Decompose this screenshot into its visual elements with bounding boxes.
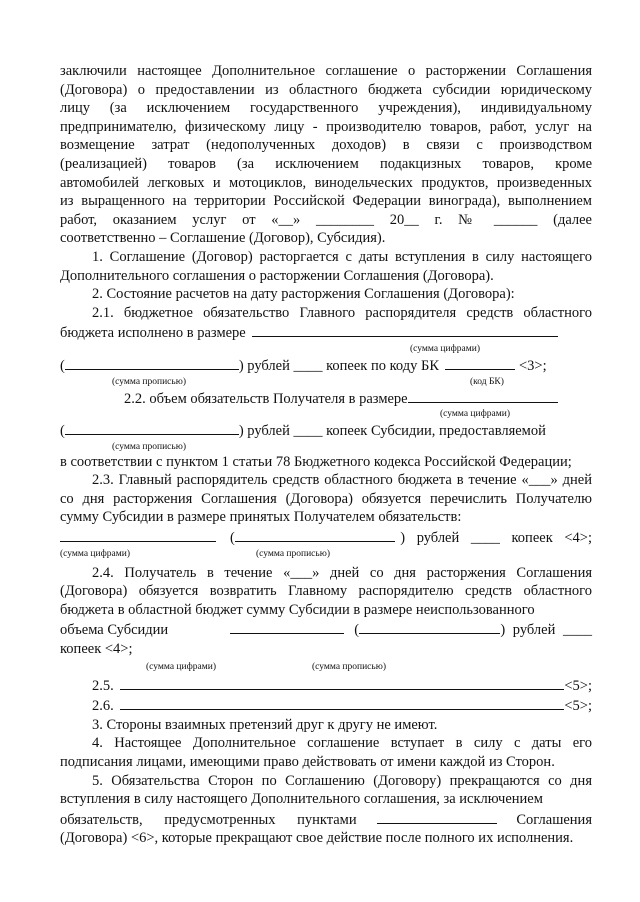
clause-2-3-rubles-row bbox=[60, 527, 592, 548]
hint-digits: (сумма цифрами) bbox=[410, 343, 480, 354]
clause-3: 3. Стороны взаимных претензий друг к другу не имеют. bbox=[92, 716, 438, 733]
open-paren: ( bbox=[354, 622, 360, 639]
clause-4: 4. Настоящее Дополнительное соглашение вступает в силу с даты его подписания лицами, имеющими право действовать от имени каждой из Сторон. bbox=[60, 735, 592, 770]
amount-digits-field[interactable] bbox=[252, 322, 558, 337]
rubles-text: ) рублей ____ bbox=[500, 622, 592, 639]
clause-5-end: Соглашения bbox=[516, 811, 592, 828]
clause-2-4-text: 2.4. Получатель в течение «___» дней со дня расторжения Соглашения (Договора) обязуется возвратить Главному распорядителю средств областного бюджета в областной бюджет сумму Субсидии в размере неиспользованного bbox=[60, 564, 592, 618]
clause-2-4 bbox=[60, 564, 592, 673]
clause-2-1-line: 2.1. бюджетное обязательство Главного распорядителя средств областного bbox=[92, 304, 592, 321]
clause-2-2-amount-row bbox=[60, 388, 592, 409]
clause-2-1-label: бюджета исполнено в размере bbox=[60, 325, 246, 342]
clause-2-5-field[interactable] bbox=[120, 675, 565, 690]
intro-line: (реализацией) товаров (за исключением подакцизных товаров, кроме bbox=[60, 155, 592, 172]
amount-words-field[interactable] bbox=[235, 527, 395, 542]
rubles-text: ) рублей ____ копеек <4>; bbox=[400, 530, 592, 547]
open-paren: ( bbox=[60, 357, 65, 374]
clause-5-row bbox=[60, 809, 592, 830]
clause-2-3-text: 2.3. Главный распорядитель средств областного бюджета в течение «___» дней со дня расторжения Соглашения (Договора) обязуется перечислить Получателю сумму Субсидии в размере принятых Получателем обязательств: bbox=[60, 472, 592, 526]
hint-words: (сумма прописью) bbox=[256, 548, 330, 559]
footnote-ref: <3>; bbox=[519, 357, 547, 374]
footnote-ref: <5>; bbox=[564, 698, 592, 715]
amount-digits-field[interactable] bbox=[408, 388, 558, 403]
clause-2-4-end: копеек <4>; bbox=[60, 641, 133, 658]
clause-2-1-amount-row bbox=[60, 322, 592, 343]
intro-line: заключили настоящее Дополнительное соглашение о расторжении Соглашения bbox=[60, 63, 592, 79]
amount-digits-field[interactable] bbox=[60, 527, 216, 542]
hint-words: (сумма прописью) bbox=[112, 376, 186, 387]
hint-words: (сумма прописью) bbox=[312, 661, 386, 672]
intro-line: предпринимателю, физическому лицу - производителю товаров, работ, услуг на bbox=[60, 118, 592, 135]
amount-words-field[interactable] bbox=[65, 420, 239, 435]
intro-paragraph bbox=[60, 62, 592, 248]
clause-2-5 bbox=[60, 675, 592, 696]
clause-2-4-rubles-row bbox=[60, 619, 592, 640]
clause-2-6-field[interactable] bbox=[120, 695, 565, 710]
intro-line: автомобилей легковых и мотоциклов, винодельческих продуктов, произведенных bbox=[60, 174, 592, 191]
open-paren: ( bbox=[230, 530, 235, 547]
rubles-text: ) рублей ____ копеек Субсидии, предоставляемой bbox=[238, 423, 546, 440]
clause-2-2-tail: в соответствии с пунктом 1 статьи 78 Бюджетного кодекса Российской Федерации; bbox=[60, 453, 572, 470]
hint-words: (сумма прописью) bbox=[112, 441, 186, 452]
hint-bk: (код БК) bbox=[470, 376, 504, 387]
clause-2-1-rubles-row bbox=[60, 355, 592, 376]
clause-5-text: 5. Обязательства Сторон по Соглашению (Договору) прекращаются со дня вступления в силу настоящего Дополнительного соглашения, за исключением bbox=[60, 772, 592, 808]
clause-2-6-label: 2.6. bbox=[92, 698, 114, 715]
clause-2-4-label: объема Субсидии bbox=[60, 622, 169, 639]
clause-2-2 bbox=[60, 388, 592, 472]
bk-code-field[interactable] bbox=[445, 355, 515, 370]
clause-5-tail: (Договора) <6>, которые прекращают свое действие после полного их исполнения. bbox=[60, 830, 574, 847]
intro-line: соответственно – Соглашение (Договор), Субсидия). bbox=[60, 230, 386, 247]
clause-1: 1. Соглашение (Договор) расторгается с даты вступления в силу настоящего Дополнительного соглашения о расторжении Соглашения (Договора). bbox=[60, 248, 592, 284]
clause-2-1 bbox=[60, 304, 592, 388]
intro-line: (Договора) о предоставлении из областного бюджета субсидии юридическому bbox=[60, 81, 592, 98]
clause-2-6 bbox=[60, 695, 592, 716]
clause-5 bbox=[60, 772, 592, 848]
intro-line: работ, оказанием услуг от «__» ________ 20__ г. № ______ (далее bbox=[60, 211, 592, 228]
clause-2-2-label: 2.2. объем обязательств Получателя в размере bbox=[124, 390, 408, 407]
hint-digits: (сумма цифрами) bbox=[60, 548, 130, 559]
document-page bbox=[60, 62, 592, 848]
intro-line: возмещение затрат (недополученных доходов) в связи с производством bbox=[60, 137, 592, 154]
intro-line: лицу (за исключением государственного учреждения), индивидуальному bbox=[60, 100, 592, 117]
clause-2-5-label: 2.5. bbox=[92, 677, 114, 694]
clause-5-field[interactable] bbox=[377, 809, 497, 824]
clause-2: 2. Состояние расчетов на дату расторжения Соглашения (Договора): bbox=[92, 286, 515, 303]
hint-digits: (сумма цифрами) bbox=[146, 661, 216, 672]
amount-words-field[interactable] bbox=[65, 355, 239, 370]
amount-words-field[interactable] bbox=[359, 619, 500, 634]
clause-5-label: обязательств, предусмотренных пунктами bbox=[60, 811, 357, 828]
clause-2-3 bbox=[60, 471, 592, 559]
amount-digits-field[interactable] bbox=[230, 619, 344, 634]
clause-2-2-rubles-row bbox=[60, 420, 592, 441]
hint-digits: (сумма цифрами) bbox=[440, 409, 510, 420]
intro-line: из выращенного на территории Российской Федерации винограда), выполнением bbox=[60, 193, 592, 210]
open-paren: ( bbox=[60, 423, 65, 440]
footnote-ref: <5>; bbox=[564, 677, 592, 694]
rubles-text: ) рублей ____ копеек по коду БК bbox=[238, 357, 439, 374]
